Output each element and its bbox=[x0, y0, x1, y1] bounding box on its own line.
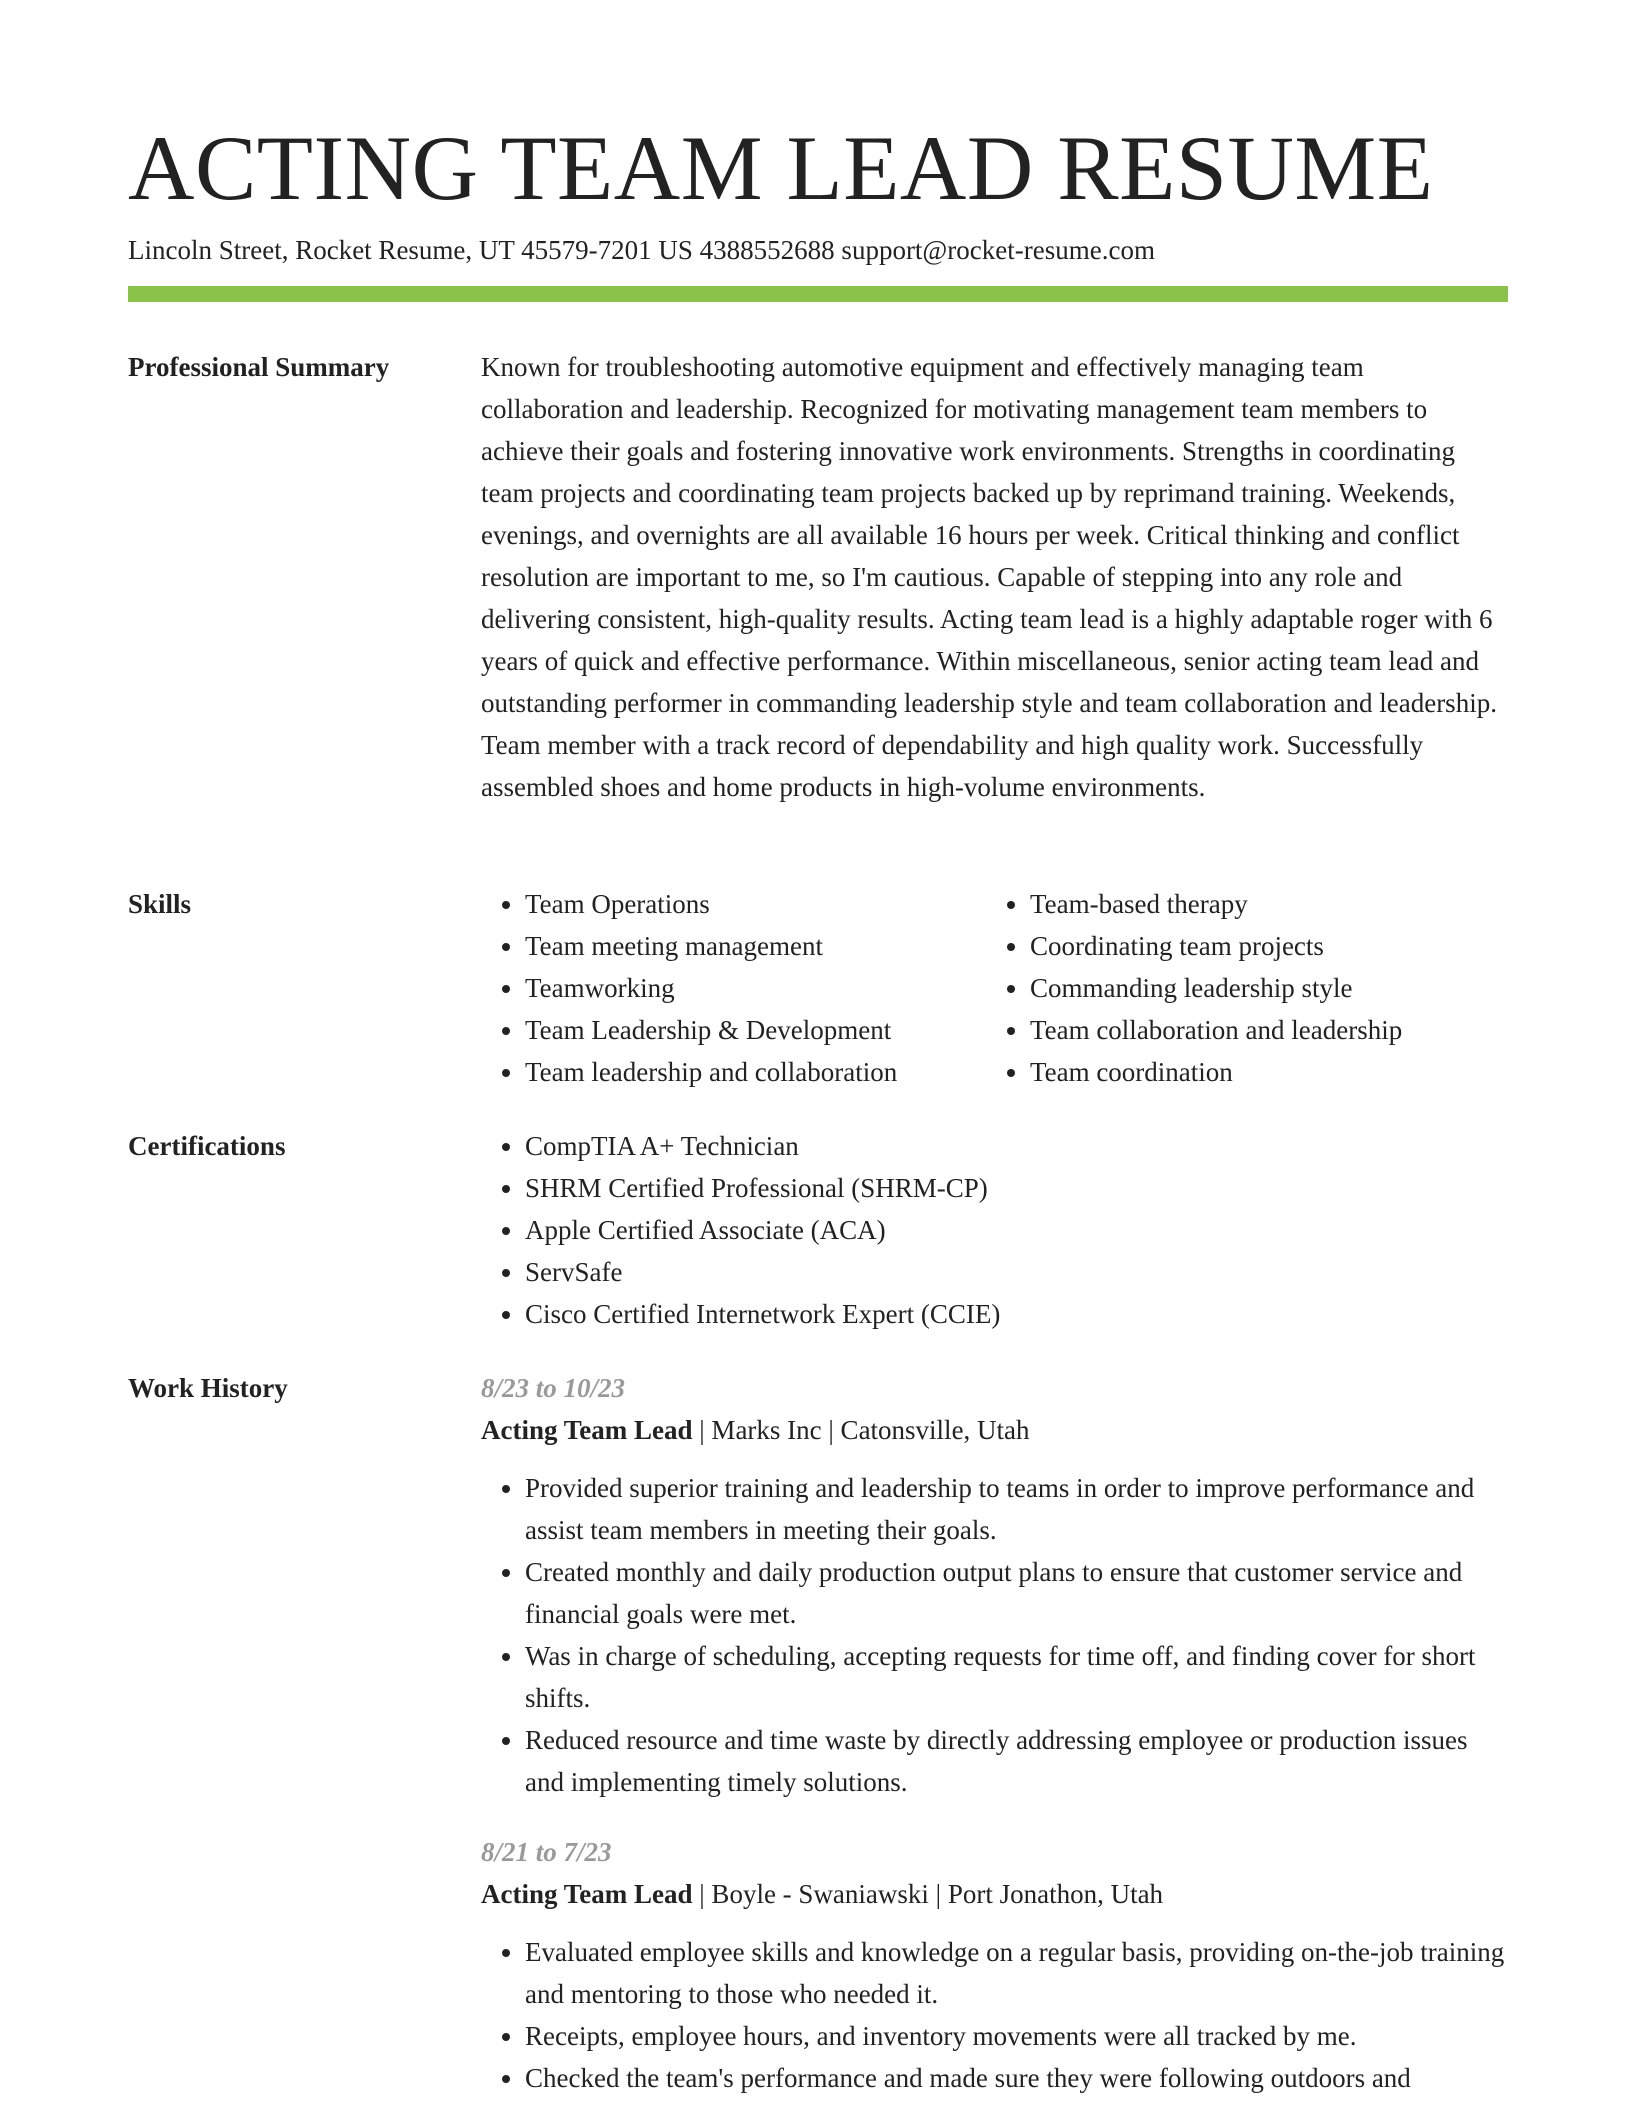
work-history-body bbox=[481, 1367, 1511, 2099]
skill-item: • Team-based therapy bbox=[1030, 883, 1491, 925]
job-bullet: • Receipts, employee hours, and inventory movements were all tracked by me. bbox=[525, 2015, 1511, 2057]
job-heading bbox=[481, 1409, 1511, 1451]
certifications-list bbox=[481, 1125, 1511, 1335]
certifications-heading: Certifications bbox=[128, 1131, 286, 1161]
job-title: Acting Team Lead bbox=[481, 1415, 693, 1445]
certification-item: • SHRM Certified Professional (SHRM-CP) bbox=[525, 1167, 1511, 1209]
summary-heading: Professional Summary bbox=[128, 352, 390, 382]
summary-text: Known for troubleshooting automotive equipment and effectively managing team collaboration and leadership. Recognized for motivating management team members to achieve their goals and fostering innovative work environments. Strengths in coordinating team projects and coordinating team projects backed up by reprimand training. Weekends, evenings, and overnights are all available 16 hours per week. Critical thinking and conflict resolution are important to me, so I'm cautious. Capable of stepping into any role and delivering consistent, high-quality results. Acting team lead is a highly adaptable roger with 6 years of quick and effective performance. Within miscellaneous, senior acting team lead and outstanding performer in commanding leadership style and team collaboration and leadership. Team member with a track record of dependability and high quality work. Successfully assembled shoes and home products in high-volume environments. bbox=[481, 352, 1497, 802]
header-divider bbox=[128, 286, 1508, 302]
skill-item: • Team Leadership & Development bbox=[525, 1009, 986, 1051]
job-heading bbox=[481, 1873, 1511, 1915]
certification-item: • Apple Certified Associate (ACA) bbox=[525, 1209, 1511, 1251]
job-bullet: • Was in charge of scheduling, accepting requests for time off, and finding cover for short shifts. bbox=[525, 1635, 1511, 1719]
job-dates: 8/21 to 7/23 bbox=[481, 1837, 612, 1867]
job-entry bbox=[481, 1831, 1511, 2099]
skills-body bbox=[481, 883, 1511, 1093]
work-history-heading: Work History bbox=[128, 1373, 288, 1403]
summary-body bbox=[481, 346, 1511, 808]
job-bullet: • Evaluated employee skills and knowledge on a regular basis, providing on-the-job training and mentoring to those who needed it. bbox=[525, 1931, 1511, 2015]
job-entry bbox=[481, 1367, 1511, 1803]
resume-title: ACTING TEAM LEAD RESUME bbox=[128, 117, 1434, 219]
skill-item: • Coordinating team projects bbox=[1030, 925, 1491, 967]
job-dates: 8/23 to 10/23 bbox=[481, 1373, 626, 1403]
certification-item: • Cisco Certified Internetwork Expert (CCIE) bbox=[525, 1293, 1511, 1335]
skill-item: • Team meeting management bbox=[525, 925, 986, 967]
job-bullets bbox=[481, 1931, 1511, 2099]
job-bullet: • Created monthly and daily production output plans to ensure that customer service and financial goals were met. bbox=[525, 1551, 1511, 1635]
skill-item: • Team leadership and collaboration bbox=[525, 1051, 986, 1093]
certification-item: • CompTIA A+ Technician bbox=[525, 1125, 1511, 1167]
job-bullet: • Reduced resource and time waste by directly addressing employee or production issues and implementing timely solutions. bbox=[525, 1719, 1511, 1803]
skill-item: • Teamworking bbox=[525, 967, 986, 1009]
certifications-body bbox=[481, 1125, 1511, 1335]
contact-info: Lincoln Street, Rocket Resume, UT 45579-7201 US 4388552688 support@rocket-resume.com bbox=[128, 235, 1155, 265]
job-bullet: • Provided superior training and leadership to teams in order to improve performance and assist team members in meeting their goals. bbox=[525, 1467, 1511, 1551]
job-bullets bbox=[481, 1467, 1511, 1803]
certification-item: • ServSafe bbox=[525, 1251, 1511, 1293]
skill-item: • Team Operations bbox=[525, 883, 986, 925]
skill-item: • Team coordination bbox=[1030, 1051, 1491, 1093]
job-bullet: • Checked the team's performance and made sure they were following outdoors and bbox=[525, 2057, 1511, 2099]
skills-list-left bbox=[481, 883, 986, 1093]
skills-heading: Skills bbox=[128, 889, 192, 919]
skill-item: • Team collaboration and leadership bbox=[1030, 1009, 1491, 1051]
skill-item: • Commanding leadership style bbox=[1030, 967, 1491, 1009]
job-employer-location: | Boyle - Swaniawski | Port Jonathon, Utah bbox=[692, 1879, 1164, 1909]
skills-list-right bbox=[986, 883, 1491, 1093]
job-employer-location: | Marks Inc | Catonsville, Utah bbox=[692, 1415, 1030, 1445]
job-title: Acting Team Lead bbox=[481, 1879, 693, 1909]
